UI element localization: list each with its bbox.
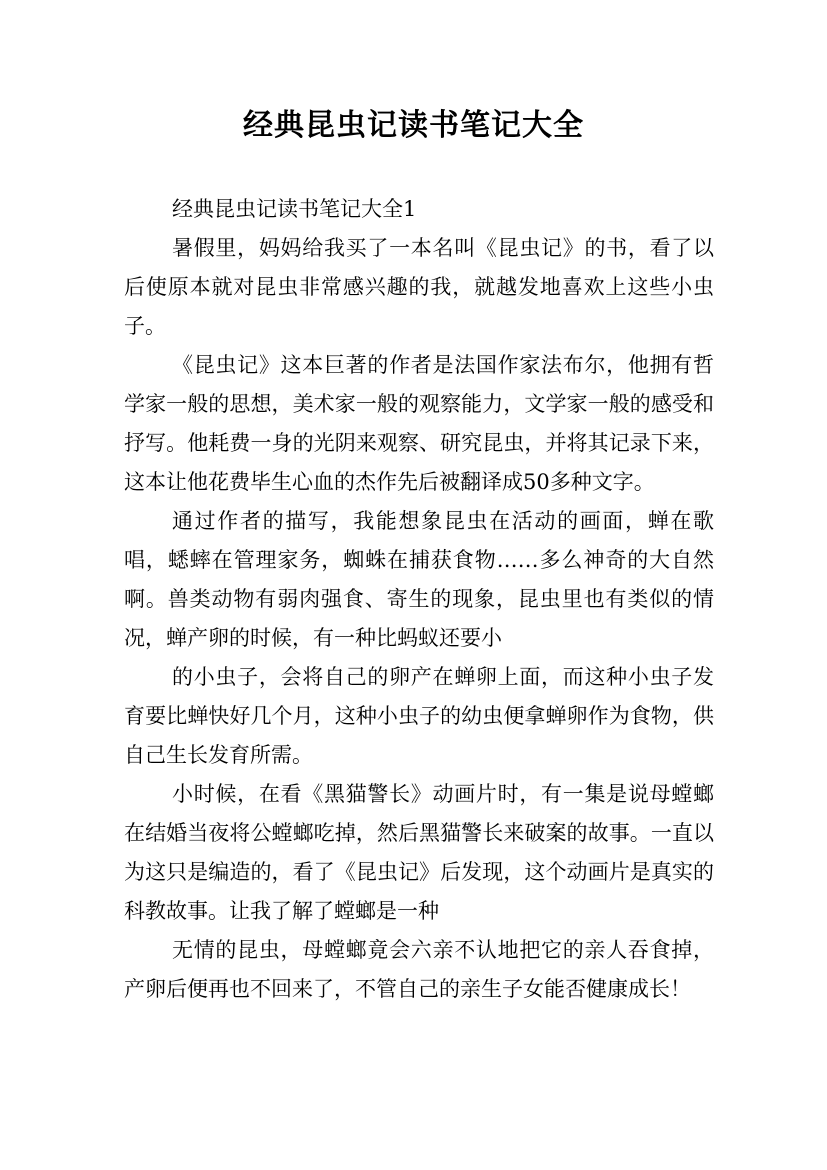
- paragraph-1: 暑假里，妈妈给我买了一本名叫《昆虫记》的书，看了以后使原本就对昆虫非常感兴趣的我，就越发地喜欢上这些小虫子。: [124, 236, 714, 338]
- section-heading: 经典昆虫记读书笔记大全1: [172, 197, 417, 221]
- paragraph-3: 通过作者的描写，我能想象昆虫在活动的画面，蝉在歌唱，蟋蟀在管理家务，蜘蛛在捕获食物……多么神奇的大自然啊。兽类动物有弱肉强食、寄生的现象，昆虫里也有类似的情况，蝉产卵的时候，有一种比蚂蚁还要小: [124, 509, 714, 650]
- paragraph-4: 的小虫子，会将自己的卵产在蝉卵上面，而这种小虫子发育要比蝉快好几个月，这种小虫子的幼虫便拿蝉卵作为食物，供自己生长发育所需。: [124, 665, 714, 767]
- paragraph-6: 无情的昆虫，母螳螂竟会六亲不认地把它的亲人吞食掉，产卵后便再也不回来了，不管自己的亲生子女能否健康成长！: [124, 938, 714, 1001]
- paragraph-5: 小时候，在看《黑猫警长》动画片时，有一集是说母螳螂在结婚当夜将公螳螂吃掉，然后黑猫警长来破案的故事。一直以为这只是编造的，看了《昆虫记》后发现，这个动画片是真实的科教故事。让我了解了螳螂是一种: [124, 782, 714, 923]
- document-title: 经典昆虫记读书笔记大全: [243, 108, 584, 143]
- document-body: [124, 190, 714, 1009]
- paragraph-2: 《昆虫记》这本巨著的作者是法国作家法布尔，他拥有哲学家一般的思想，美术家一般的观察能力，文学家一般的感受和抒写。他耗费一身的光阴来观察、研究昆虫，并将其记录下来，这本让他花费毕生心血的杰作先后被翻译成50多种文字。: [124, 353, 714, 494]
